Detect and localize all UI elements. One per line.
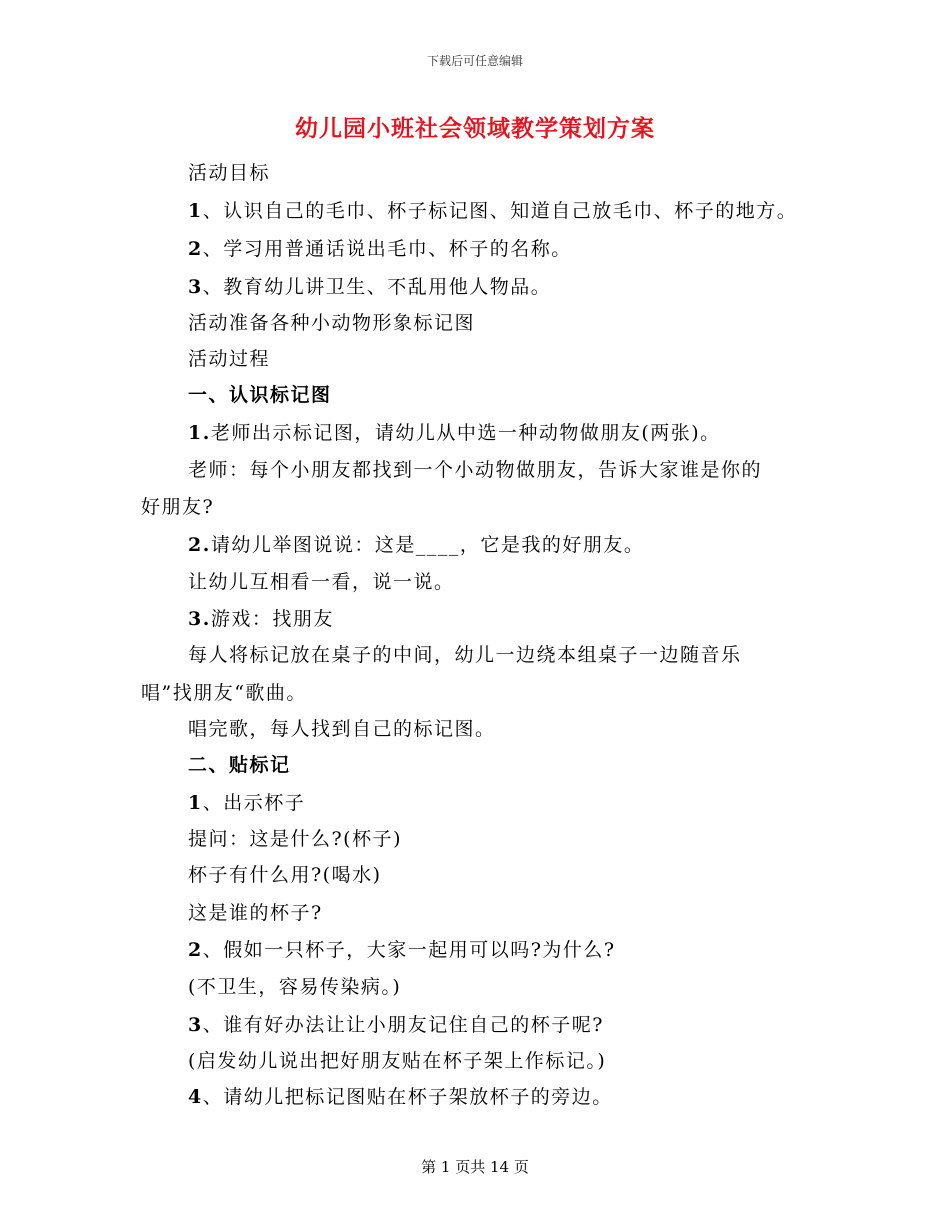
line-text: 杯子有什么用?(喝水)	[188, 864, 382, 886]
line-number: 2	[188, 939, 203, 961]
line-text: 唱”找朋友“歌曲。	[141, 682, 307, 704]
line-text: 一、认识标记图	[188, 384, 332, 406]
body-line	[188, 935, 616, 962]
line-text: 活动准备各种小动物形象标记图	[188, 312, 476, 334]
body-line	[188, 272, 551, 299]
line-text: 、出示杯子	[202, 792, 306, 814]
line-text: 游戏：找朋友	[210, 608, 334, 630]
line-text: (不卫生，容易传染病。)	[188, 976, 402, 998]
section-heading	[188, 380, 332, 407]
line-text: 好朋友?	[141, 496, 215, 518]
section-heading	[188, 750, 291, 777]
line-text: 、认识自己的毛巾、杯子标记图、知道自己放毛巾、杯子的地方。	[202, 200, 798, 222]
line-text: 、假如一只杯子，大家一起用可以吗?为什么?	[202, 939, 616, 961]
line-text: 老师出示标记图，请幼儿从中选一种动物做朋友(两张)。	[210, 422, 721, 444]
body-line	[188, 788, 305, 815]
line-text: 、学习用普通话说出毛巾、杯子的名称。	[202, 238, 572, 260]
line-text: 活动目标	[188, 162, 271, 184]
line-number: 2	[188, 238, 203, 260]
line-number: 3	[188, 276, 203, 298]
line-text: 二、贴标记	[188, 754, 291, 776]
line-text: 每人将标记放在桌子的中间，幼儿一边绕本组桌子一边随音乐	[188, 644, 742, 666]
body-line	[188, 824, 402, 851]
body-line	[188, 1082, 613, 1109]
page-header-note: 下载后可任意编辑	[426, 54, 523, 68]
line-number: 1	[188, 200, 203, 222]
line-text: 、谁有好办法让让小朋友记住自己的杯子呢?	[202, 1014, 604, 1036]
line-text: 老师：每个小朋友都找到一个小动物做朋友，告诉大家谁是你的	[188, 459, 763, 481]
line-number: 1	[188, 792, 203, 814]
body-line	[188, 308, 475, 335]
body-line	[188, 640, 742, 667]
body-line	[188, 418, 721, 445]
body-line	[188, 344, 270, 371]
body-line	[188, 1010, 604, 1037]
page-footer: 第 1 页共 14 页	[421, 1158, 529, 1176]
line-text: 这是谁的杯子?	[188, 902, 323, 924]
body-line	[188, 604, 334, 631]
body-line	[188, 860, 382, 887]
body-line	[188, 234, 572, 261]
line-number: 3	[188, 1014, 203, 1036]
line-text: 唱完歌，每人找到自己的标记图。	[188, 718, 496, 740]
body-line	[188, 898, 323, 925]
line-number: 4	[188, 1086, 203, 1108]
body-line	[188, 196, 797, 223]
body-line	[188, 530, 644, 557]
body-line	[141, 678, 307, 705]
body-line	[188, 567, 455, 594]
line-text: 、请幼儿把标记图贴在杯子架放杯子的旁边。	[202, 1086, 613, 1108]
line-text: (启发幼儿说出把好朋友贴在杯子架上作标记。)	[188, 1050, 607, 1072]
body-line	[188, 455, 762, 482]
body-line	[188, 1046, 606, 1073]
line-text: 提问：这是什么?(杯子)	[188, 828, 403, 850]
body-line	[188, 714, 496, 741]
line-text: 活动过程	[188, 348, 271, 370]
line-text: 、教育幼儿讲卫生、不乱用他人物品。	[202, 276, 552, 298]
line-text: 请幼儿举图说说：这是____，它是我的好朋友。	[210, 534, 645, 556]
line-number: 1.	[188, 422, 211, 444]
body-line	[188, 158, 270, 185]
line-number: 3.	[188, 608, 211, 630]
line-number: 2.	[188, 534, 211, 556]
line-text: 让幼儿互相看一看，说一说。	[188, 571, 455, 593]
body-line	[188, 972, 401, 999]
body-line	[141, 492, 214, 519]
document-title: 幼儿园小班社会领域教学策划方案	[295, 115, 655, 142]
